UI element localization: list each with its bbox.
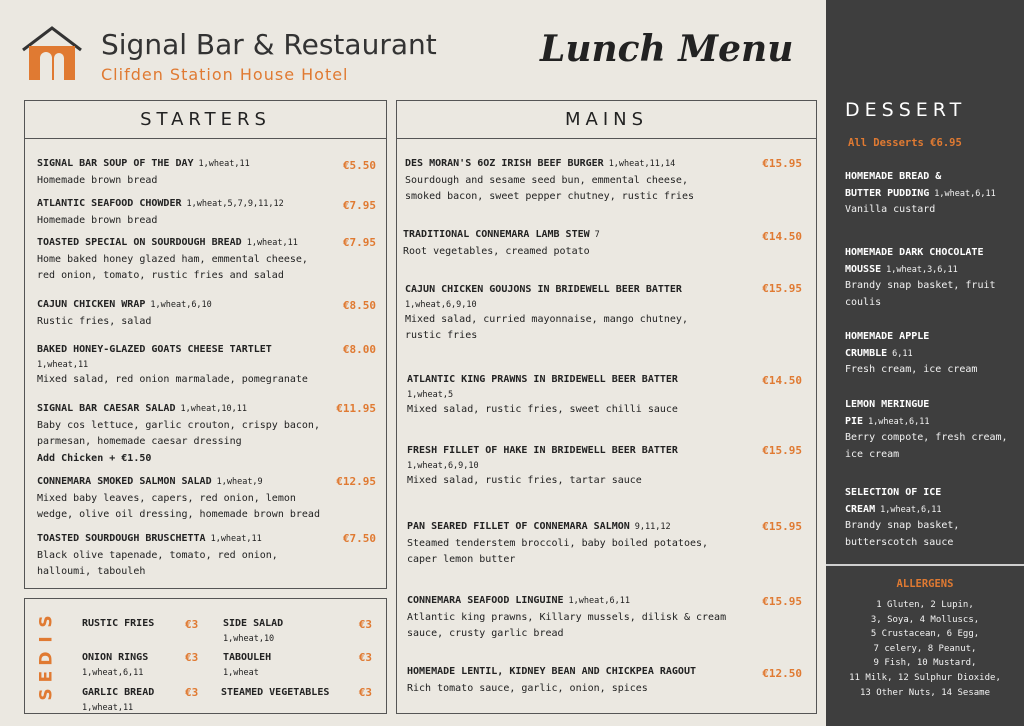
item-name: MOUSSE: [845, 263, 882, 275]
item-description: Mixed salad, curried mayonnaise, mango chutney,: [405, 313, 688, 325]
dessert-price-note: All Desserts €6.95: [848, 137, 962, 149]
item-price: €8.50: [342, 299, 376, 312]
brand-name: Signal Bar & Restaurant: [101, 28, 437, 61]
side-item: [223, 616, 283, 646]
item-description: parmesan, homemade caesar dressing: [37, 436, 242, 447]
side-item: [82, 685, 154, 715]
allergen-line: 7 celery, 8 Peanut,: [873, 643, 977, 654]
menu-item: [407, 372, 678, 418]
menu-item: [405, 156, 694, 206]
menu-item: [405, 282, 688, 345]
item-description: Mixed salad, rustic fries, tartar sauce: [407, 474, 642, 486]
item-name: LEMON MERINGUE: [845, 399, 930, 410]
item-allergens: 1,wheat,11: [246, 238, 298, 248]
dessert-item: [845, 485, 959, 551]
side-item: [82, 616, 154, 633]
item-price: €3: [358, 651, 372, 664]
dessert-item: [845, 245, 996, 311]
item-allergens: 1,wheat,9: [216, 477, 263, 487]
item-description: Mixed salad, red onion marmalade, pomegranate: [37, 373, 308, 385]
side-item: [223, 650, 271, 680]
menu-item: [37, 342, 308, 388]
item-name: SIGNAL BAR CAESAR SALAD: [37, 403, 176, 414]
item-price: €12.95: [336, 475, 376, 488]
menu-item: [37, 531, 278, 581]
item-description: caper lemon butter: [407, 554, 516, 565]
item-description: Fresh cream, ice cream: [845, 364, 978, 375]
item-name: RUSTIC FRIES: [82, 618, 155, 629]
starters-heading: STARTERS: [25, 101, 386, 139]
item-description: Sourdough and sesame seed bun, emmental cheese,: [405, 174, 688, 186]
item-name: STEAMED VEGETABLES: [221, 687, 330, 698]
item-allergens: 1,wheat,5: [407, 389, 454, 400]
item-price: €14.50: [762, 374, 802, 387]
item-name: DES MORAN'S 6OZ IRISH BEEF BURGER: [405, 158, 604, 169]
sides-letter: D: [36, 650, 57, 666]
add-chicken-note: Add Chicken + €1.50: [37, 452, 152, 464]
item-description: Root vegetables, creamed potato: [403, 245, 590, 257]
item-price: €5.50: [342, 159, 376, 172]
menu-item: [407, 593, 726, 643]
item-name: ONION RINGS: [82, 652, 149, 663]
item-description: rustic fries: [405, 330, 478, 341]
sides-heading: [35, 613, 59, 703]
item-name: HOMEMADE DARK CHOCOLATE: [845, 247, 984, 258]
station-house-icon: [20, 24, 84, 82]
item-allergens: 1,wheat,11: [82, 702, 134, 713]
item-name: HOMEMADE BREAD &: [845, 171, 942, 182]
allergen-line: 5 Crustacean, 6 Egg,: [870, 629, 980, 640]
allergen-line: 3, Soya, 4 Molluscs,: [870, 614, 980, 625]
item-description: butterscotch sauce: [845, 536, 954, 548]
item-allergens: 1,wheat,6,11: [880, 504, 942, 515]
item-price: €3: [185, 686, 199, 699]
item-description: Mixed baby leaves, capers, red onion, lemon: [37, 492, 296, 504]
item-name: BAKED HONEY-GLAZED GOATS CHEESE TARTLET: [37, 344, 272, 355]
item-description: Mixed salad, rustic fries, sweet chilli sauce: [407, 403, 678, 415]
item-allergens: 6,11: [892, 348, 913, 359]
item-allergens: 1,wheat,11: [37, 359, 89, 370]
item-name: TRADITIONAL CONNEMARA LAMB STEW: [403, 229, 590, 240]
item-name: PAN SEARED FILLET OF CONNEMARA SALMON: [407, 521, 630, 532]
mains-heading: MAINS: [397, 101, 816, 139]
allergen-line: 1 Gluten, 2 Lupin,: [876, 600, 974, 610]
item-price: €14.50: [762, 230, 802, 243]
item-price: €3: [185, 618, 199, 631]
item-name: CAJUN CHICKEN GOUJONS IN BRIDEWELL BEER BATTER: [405, 284, 682, 295]
item-allergens: 1,wheat,6,10: [150, 300, 212, 310]
item-name: CONNEMARA SMOKED SALMON SALAD: [37, 476, 212, 487]
sides-letter: I: [36, 636, 57, 643]
item-description: smoked bacon, sweet pepper chutney, rustic fries: [405, 191, 694, 202]
sides-letter: E: [36, 670, 57, 683]
item-description: Baby cos lettuce, garlic crouton, crispy bacon,: [37, 419, 320, 431]
dessert-panel: [826, 0, 1024, 726]
item-price: €8.00: [342, 343, 376, 356]
menu-item: [37, 401, 320, 467]
allergens-heading: ALLERGENS: [896, 578, 954, 590]
menu-item: [37, 196, 284, 229]
item-description: wedge, olive oil dressing, homemade brown bread: [37, 509, 320, 520]
allergen-line: 11 Milk, 12 Sulphur Dioxide,: [849, 672, 1001, 683]
item-name: PIE: [845, 415, 864, 427]
item-allergens: 1,wheat,6,9,10: [405, 299, 477, 310]
dessert-item: [845, 397, 1008, 463]
side-item: [221, 685, 329, 702]
item-description: Home baked honey glazed ham, emmental cheese,: [37, 253, 308, 265]
item-name: TABOULEH: [223, 652, 272, 663]
item-allergens: 1,wheat,6,11: [868, 416, 930, 427]
sides-panel: [24, 598, 387, 714]
item-name: CRUMBLE: [845, 347, 888, 359]
item-price: €15.95: [762, 595, 802, 608]
brand-subtitle: Clifden Station House Hotel: [101, 65, 349, 84]
item-name: HOMEMADE APPLE: [845, 331, 930, 342]
menu-item: [407, 664, 696, 697]
side-item: [82, 650, 148, 680]
item-price: €7.50: [342, 532, 376, 545]
menu-page: [2, 2, 825, 724]
allergen-line: 13 Other Nuts, 14 Sesame: [859, 687, 991, 698]
item-allergens: 1,wheat,5,7,9,11,12: [186, 199, 284, 209]
item-price: €7.95: [342, 199, 376, 212]
menu-item: [37, 297, 212, 330]
item-description: Berry compote, fresh cream,: [845, 432, 1008, 443]
item-price: €7.95: [342, 236, 376, 249]
item-description: Atlantic king prawns, Killary mussels, dilisk & cream: [407, 611, 727, 623]
section-divider: [826, 564, 1024, 566]
menu-title: Lunch Menu: [540, 28, 794, 70]
item-price: €15.95: [762, 444, 802, 457]
item-allergens: 1,wheat,6,9,10: [407, 460, 479, 471]
menu-item: [37, 235, 308, 285]
item-allergens: 1,wheat,10: [223, 633, 275, 644]
item-allergens: 1,wheat,11: [198, 159, 250, 169]
item-description: Brandy snap basket,: [845, 520, 960, 531]
item-allergens: 1,wheat,6,11: [934, 188, 996, 199]
mains-panel: [396, 100, 817, 714]
starters-panel: [24, 100, 387, 589]
item-description: Homemade brown bread: [37, 174, 158, 186]
item-name: GARLIC BREAD: [82, 687, 155, 698]
allergens-list: [826, 598, 1024, 700]
sides-letter: S: [36, 688, 57, 701]
item-price: €3: [358, 618, 372, 631]
item-description: Vanilla custard: [845, 204, 936, 215]
dessert-item: [845, 169, 996, 219]
item-price: €15.95: [762, 282, 802, 295]
item-name: FRESH FILLET OF HAKE IN BRIDEWELL BEER BATTER: [407, 445, 678, 456]
item-description: red onion, tomato, rustic fries and salad: [37, 270, 284, 281]
item-description: Steamed tenderstem broccoli, baby boiled potatoes,: [407, 537, 709, 549]
dessert-item: [845, 329, 977, 379]
item-price: €15.95: [762, 520, 802, 533]
item-name: CONNEMARA SEAFOOD LINGUINE: [407, 595, 564, 606]
menu-item: [407, 519, 708, 569]
item-name: HOMEMADE LENTIL, KIDNEY BEAN AND CHICKPEA RAGOUT: [407, 666, 696, 677]
item-allergens: 1,wheat,10,11: [180, 404, 248, 414]
dessert-heading: DESSERT: [845, 99, 967, 121]
item-description: Rustic fries, salad: [37, 315, 152, 327]
item-name: SIGNAL BAR SOUP OF THE DAY: [37, 158, 194, 169]
item-allergens: 1,wheat,6,11: [568, 596, 630, 606]
item-price: €11.95: [336, 402, 376, 415]
item-name: CREAM: [845, 503, 876, 515]
item-price: €12.50: [762, 667, 802, 680]
item-allergens: 1,wheat,11,14: [608, 159, 676, 169]
item-price: €3: [358, 686, 372, 699]
item-description: halloumi, tabouleh: [37, 566, 146, 577]
item-name: ATLANTIC SEAFOOD CHOWDER: [37, 198, 182, 209]
item-name: TOASTED SOURDOUGH BRUSCHETTA: [37, 533, 206, 544]
item-price: €15.95: [762, 157, 802, 170]
item-allergens: 1,wheat,3,6,11: [886, 264, 958, 275]
item-name: ATLANTIC KING PRAWNS IN BRIDEWELL BEER BATTER: [407, 374, 678, 385]
item-name: TOASTED SPECIAL ON SOURDOUGH BREAD: [37, 237, 242, 248]
item-description: Homemade brown bread: [37, 214, 158, 226]
item-allergens: 1,wheat,11: [210, 534, 262, 544]
item-allergens: 7: [594, 230, 600, 240]
item-price: €3: [185, 651, 199, 664]
menu-item: [37, 474, 320, 524]
item-allergens: 1,wheat,6,11: [82, 667, 144, 678]
item-name: CAJUN CHICKEN WRAP: [37, 299, 146, 310]
item-description: ice cream: [845, 448, 900, 460]
item-name: BUTTER PUDDING: [845, 187, 930, 199]
item-name: SELECTION OF ICE: [845, 487, 942, 498]
item-allergens: 1,wheat: [223, 667, 259, 678]
item-description: coulis: [845, 296, 882, 308]
item-description: Brandy snap basket, fruit: [845, 280, 996, 291]
menu-item: [403, 227, 600, 260]
item-description: sauce, crusty garlic bread: [407, 628, 564, 639]
menu-item: [407, 443, 678, 489]
allergen-line: 9 Fish, 10 Mustard,: [873, 658, 977, 669]
sides-letter: S: [36, 615, 57, 628]
item-name: SIDE SALAD: [223, 618, 284, 629]
item-description: Black olive tapenade, tomato, red onion,: [37, 549, 278, 561]
menu-item: [37, 156, 250, 189]
item-allergens: 9,11,12: [634, 522, 671, 532]
item-description: Rich tomato sauce, garlic, onion, spices: [407, 682, 648, 694]
